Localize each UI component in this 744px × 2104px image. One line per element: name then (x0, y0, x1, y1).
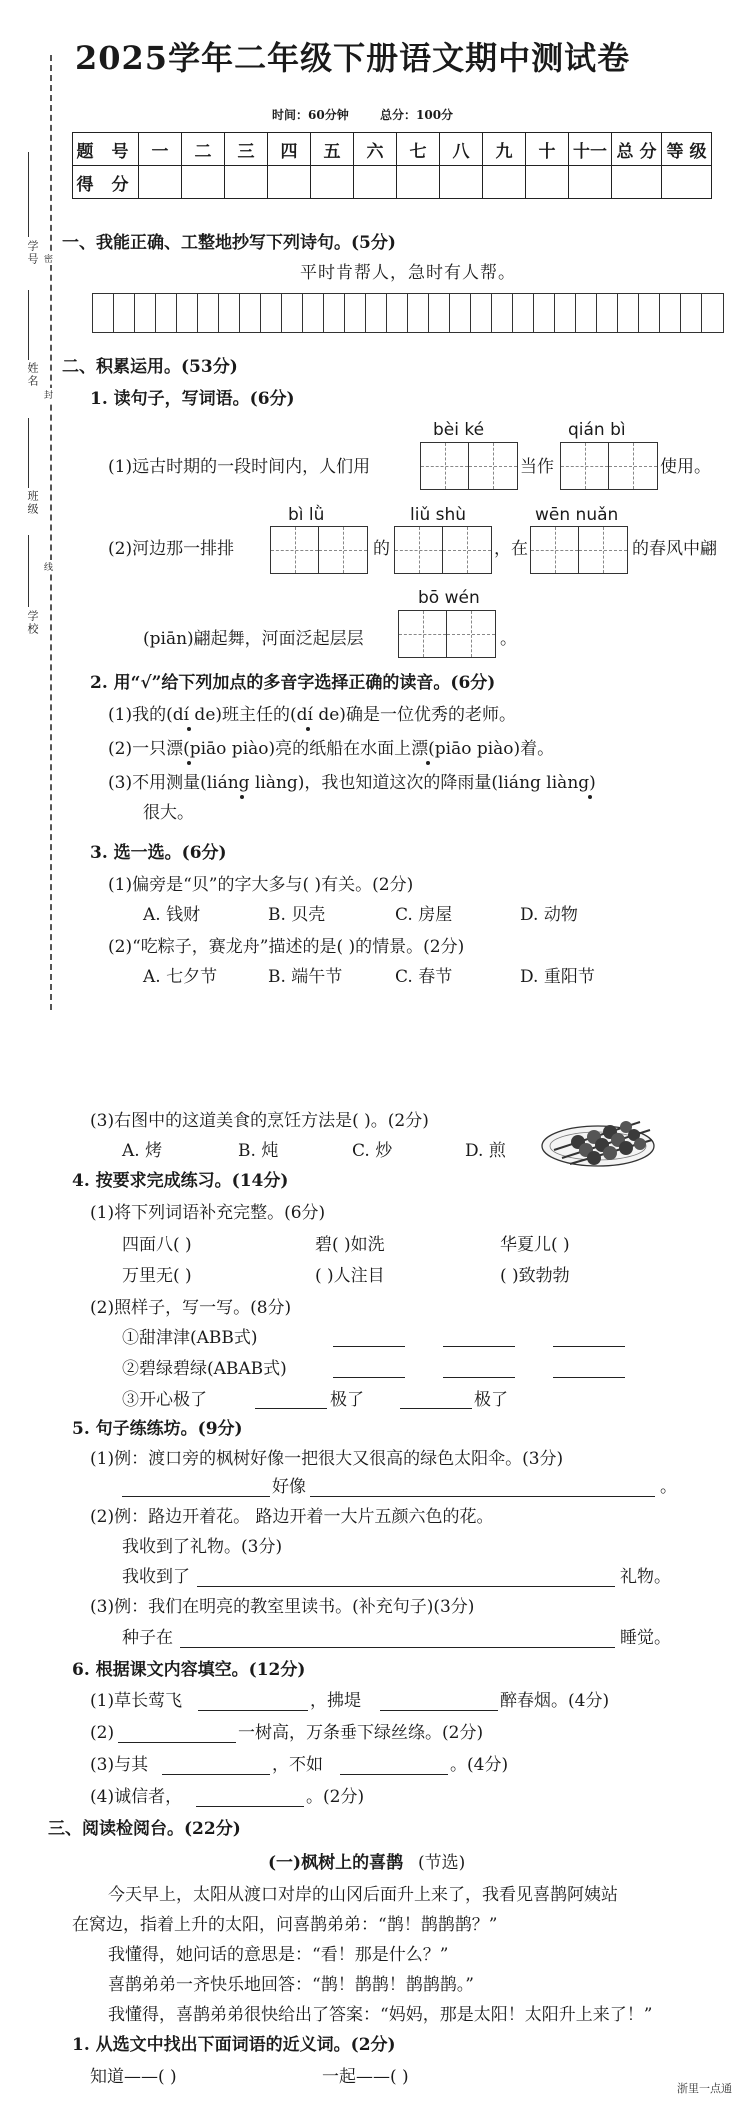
q5-title: 5. 句子练练坊。(9分) (72, 1419, 243, 1439)
q1-p1-post: 使用。 (660, 457, 711, 477)
q1-title: 1. 读句子，写词语。(6分) (90, 389, 295, 409)
label-school: 学校 (26, 610, 39, 636)
emphasis-dot (426, 761, 430, 765)
passage-title: (一)枫树上的喜鹊 (268, 1853, 404, 1873)
q2-line1: (1)我的(dí de)班主任的(dí de)确是一位优秀的老师。 (108, 705, 516, 725)
q4-p2: (2)照样子，写一写。(8分) (90, 1298, 292, 1318)
label-name: 姓名 (26, 362, 39, 388)
q4-word: 万里无( ) (122, 1266, 192, 1286)
q5-p2-task: 我收到了礼物。(3分) (122, 1537, 283, 1557)
emphasis-dot (306, 727, 310, 731)
score-cell[interactable] (397, 166, 440, 199)
score-header-cell: 十一 (569, 133, 612, 166)
q6-l1-b: ，拂堤 (310, 1691, 361, 1711)
section2-header: 二、积累运用。(53分) (62, 357, 238, 377)
score-header-cell: 九 (483, 133, 526, 166)
footer-watermark: 浙里一点通 (677, 2082, 732, 2095)
q4-example2: ②碧绿碧绿(ABAB式) (122, 1359, 287, 1379)
score-cell[interactable] (311, 166, 354, 199)
passage-note: (节选) (418, 1853, 466, 1873)
score-cell[interactable] (526, 166, 569, 199)
q5-p1-end: 。 (660, 1477, 677, 1497)
q1-p3-pre: (piān)翩起舞，河面泛起层层 (143, 629, 364, 649)
q3-p2: (2)“吃粽子，赛龙舟”描述的是( )的情景。(2分) (108, 937, 465, 957)
passage-line: 我懂得，她问话的意思是：“看！那是什么？” (108, 1945, 449, 1965)
pinyin-liushu: liǔ shù (410, 505, 467, 525)
score-header-cell: 等 级 (662, 133, 712, 166)
passage-line: 今天早上，太阳从渡口对岸的山冈后面升上来了，我看见喜鹊阿姨站 (108, 1885, 618, 1905)
side-char-mi: 密 (44, 252, 53, 265)
score-header-cell: 五 (311, 133, 354, 166)
q5-p1: (1)例：渡口旁的枫树好像一把很大又很高的绿色太阳伞。(3分) (90, 1449, 564, 1469)
q3-p1-opt-c: C. 房屋 (395, 905, 453, 925)
q3-p3-opt-b: B. 炖 (238, 1141, 279, 1161)
answer-line[interactable] (310, 1496, 655, 1497)
score-header-cell: 二 (182, 133, 225, 166)
label-student-no: 学号 (26, 240, 39, 266)
section3-header: 三、阅读检阅台。(22分) (48, 1819, 241, 1839)
q3-p2-opt-b: B. 端午节 (268, 967, 343, 987)
answer-line[interactable] (380, 1710, 498, 1711)
passage-line: 在窝边，指着上升的太阳，问喜鹊弟弟：“鹊！鹊鹊鹊？” (72, 1915, 498, 1935)
answer-line[interactable] (553, 1377, 625, 1378)
q5-p3-post: 睡觉。 (620, 1628, 671, 1648)
q1-p1-mid: 当作 (520, 457, 554, 477)
q3-p3: (3)右图中的这道美食的烹饪方法是( )。(2分) (90, 1111, 429, 1131)
q1-p1-pre: (1)远古时期的一段时间内，人们用 (108, 457, 371, 477)
score-cell[interactable] (139, 166, 182, 199)
pinyin-bowen: bō wén (418, 588, 480, 608)
score-header-cell: 六 (354, 133, 397, 166)
answer-line[interactable] (443, 1377, 515, 1378)
emphasis-dot (187, 727, 191, 731)
score-cell[interactable] (354, 166, 397, 199)
q5-p1-mid: 好像 (272, 1477, 306, 1497)
q3-p2-opt-d: D. 重阳节 (520, 967, 595, 987)
answer-line[interactable] (443, 1346, 515, 1347)
q2-line3: (3)不用测量(liáng liàng)，我也知道这次的降雨量(liáng liàng) (108, 773, 596, 793)
q4-e3-suffix2: 极了 (474, 1390, 508, 1410)
pinyin-wennuan: wēn nuǎn (535, 505, 619, 525)
score-cell[interactable] (612, 166, 662, 199)
emphasis-dot (588, 795, 592, 799)
q4-word: 碧( )如洗 (315, 1235, 385, 1255)
answer-line[interactable] (400, 1408, 472, 1409)
q6-l4-b: 。(2分) (306, 1787, 365, 1807)
q3-p3-opt-a: A. 烤 (122, 1141, 163, 1161)
q3-p1-opt-b: B. 贝壳 (268, 905, 326, 925)
tian-grid-bilv[interactable] (270, 526, 368, 574)
q5-p3-pre: 种子在 (122, 1628, 173, 1648)
q4-word: ( )人注目 (315, 1266, 385, 1286)
q6-l3-b: ，不如 (272, 1755, 323, 1775)
score-header-cell: 七 (397, 133, 440, 166)
score-cell[interactable] (483, 166, 526, 199)
passage-line: 喜鹊弟弟一齐快乐地回答：“鹊！鹊鹊！鹊鹊鹊。” (108, 1975, 474, 1995)
reading-q1-b: 一起——( ) (322, 2067, 409, 2087)
pinyin-beike: bèi ké (433, 420, 485, 440)
pinyin-bilv: bì lǜ (288, 505, 325, 525)
q1-p2-mid2: ，在 (494, 539, 528, 559)
answer-line[interactable] (198, 1710, 308, 1711)
q6-title: 6. 根据课文内容填空。(12分) (72, 1660, 306, 1680)
label-class: 班级 (26, 490, 39, 516)
q1-p2-post: 的春风中翩 (632, 539, 717, 559)
q4-word: 华夏儿( ) (500, 1235, 570, 1255)
class-line (28, 418, 29, 488)
q4-example3: ③开心极了 (122, 1390, 207, 1410)
q4-e3-suffix1: 极了 (330, 1390, 364, 1410)
section1-header: 一、我能正确、工整地抄写下列诗句。(5分) (62, 233, 396, 253)
q4-p1: (1)将下列词语补充完整。(6分) (90, 1203, 326, 1223)
section1-poem: 平时肯帮人，急时有人帮。 (300, 263, 516, 283)
q5-p3-example: (3)例：我们在明亮的教室里读书。(补充句子)(3分) (90, 1597, 475, 1617)
score-cell[interactable] (569, 166, 612, 199)
school-line (28, 535, 29, 607)
score-cell[interactable] (268, 166, 311, 199)
q4-title: 4. 按要求完成练习。(14分) (72, 1171, 289, 1191)
q5-p2-example: (2)例：路边开着花。 路边开着一大片五颜六色的花。 (90, 1507, 494, 1527)
side-char-xian: 线 (44, 560, 53, 573)
score-table (72, 132, 712, 199)
score-cell[interactable] (662, 166, 712, 199)
exam-total: 总分：100分 (380, 108, 454, 122)
q6-l1-a: (1)草长莺飞 (90, 1691, 183, 1711)
answer-line[interactable] (122, 1496, 270, 1497)
student-no-line (28, 152, 29, 237)
binding-dashed-line (50, 55, 52, 1010)
q2-line2: (2)一只漂(piāo piào)亮的纸船在水面上漂(piāo piào)着。 (108, 739, 555, 759)
q6-l4-a: (4)诚信者， (90, 1787, 183, 1807)
q6-l2-b: 一树高，万条垂下绿丝绦。(2分) (238, 1723, 484, 1743)
score-header-cell: 一 (139, 133, 182, 166)
q3-p1-opt-a: A. 钱财 (143, 905, 201, 925)
answer-line[interactable] (180, 1647, 615, 1648)
answer-line[interactable] (196, 1806, 304, 1807)
emphasis-dot (187, 761, 191, 765)
q1-p3-post: 。 (500, 629, 517, 649)
q4-word: ( )致勃勃 (500, 1266, 570, 1286)
q1-p2-pre: (2)河边那一排排 (108, 539, 235, 559)
tian-grid-liushu[interactable] (394, 526, 492, 574)
passage-line: 我懂得，喜鹊弟弟很快给出了答案：“妈妈，那是太阳！太阳升上来了！” (108, 2005, 653, 2025)
tian-grid-beike[interactable] (420, 442, 518, 490)
q3-p2-opt-c: C. 春节 (395, 967, 453, 987)
score-header-cell: 三 (225, 133, 268, 166)
score-header-cell: 八 (440, 133, 483, 166)
q3-p3-opt-d: D. 煎 (465, 1141, 506, 1161)
answer-line[interactable] (553, 1346, 625, 1347)
emphasis-dot (240, 795, 244, 799)
score-header-cell: 题 号 (73, 133, 139, 166)
q3-p1-opt-d: D. 动物 (520, 905, 578, 925)
score-cell[interactable] (225, 166, 268, 199)
name-line (28, 290, 29, 360)
score-row-label: 得 分 (73, 166, 139, 199)
copy-writing-grid[interactable] (92, 293, 724, 333)
exam-time: 时间：60分钟 (272, 108, 349, 122)
q3-p2-opt-a: A. 七夕节 (143, 967, 218, 987)
q2-line4: 很大。 (143, 803, 194, 823)
q6-l2-a: (2) (90, 1723, 115, 1743)
q3-p3-opt-c: C. 炒 (352, 1141, 393, 1161)
pinyin-qianbi: qián bì (568, 420, 626, 440)
q4-word: 四面八( ) (122, 1235, 192, 1255)
answer-line[interactable] (333, 1346, 405, 1347)
score-header-cell: 总 分 (612, 133, 662, 166)
page-title: 2025学年二年级下册语文期中测试卷 (75, 39, 631, 77)
answer-line[interactable] (118, 1742, 236, 1743)
q6-l1-c: 醉春烟。(4分) (500, 1691, 610, 1711)
reading-q1-a: 知道——( ) (90, 2067, 177, 2087)
score-cell[interactable] (182, 166, 225, 199)
score-cell[interactable] (440, 166, 483, 199)
score-header-cell: 四 (268, 133, 311, 166)
tian-grid-wennuan[interactable] (530, 526, 628, 574)
q6-l3-a: (3)与其 (90, 1755, 149, 1775)
answer-line[interactable] (255, 1408, 327, 1409)
q3-title: 3. 选一选。(6分) (90, 843, 227, 863)
tian-grid-bowen[interactable] (398, 610, 496, 658)
q1-p2-mid1: 的 (373, 539, 390, 559)
tian-grid-qianbi[interactable] (560, 442, 658, 490)
q3-p1: (1)偏旁是“贝”的字大多与( )有关。(2分) (108, 875, 414, 895)
answer-line[interactable] (162, 1774, 270, 1775)
q5-p2-post: 礼物。 (620, 1567, 671, 1587)
q4-example1: ①甜津津(ABB式) (122, 1328, 258, 1348)
reading-q1-title: 1. 从选文中找出下面词语的近义词。(2分) (72, 2035, 396, 2055)
answer-line[interactable] (340, 1774, 448, 1775)
q6-l3-c: 。(4分) (450, 1755, 509, 1775)
q5-p2-pre: 我收到了 (122, 1567, 190, 1587)
score-header-cell: 十 (526, 133, 569, 166)
skewer-food-illustration (540, 1100, 662, 1176)
answer-line[interactable] (197, 1586, 615, 1587)
side-char-feng: 封 (44, 388, 53, 401)
q2-title: 2. 用“√”给下列加点的多音字选择正确的读音。(6分) (90, 673, 496, 693)
answer-line[interactable] (333, 1377, 405, 1378)
